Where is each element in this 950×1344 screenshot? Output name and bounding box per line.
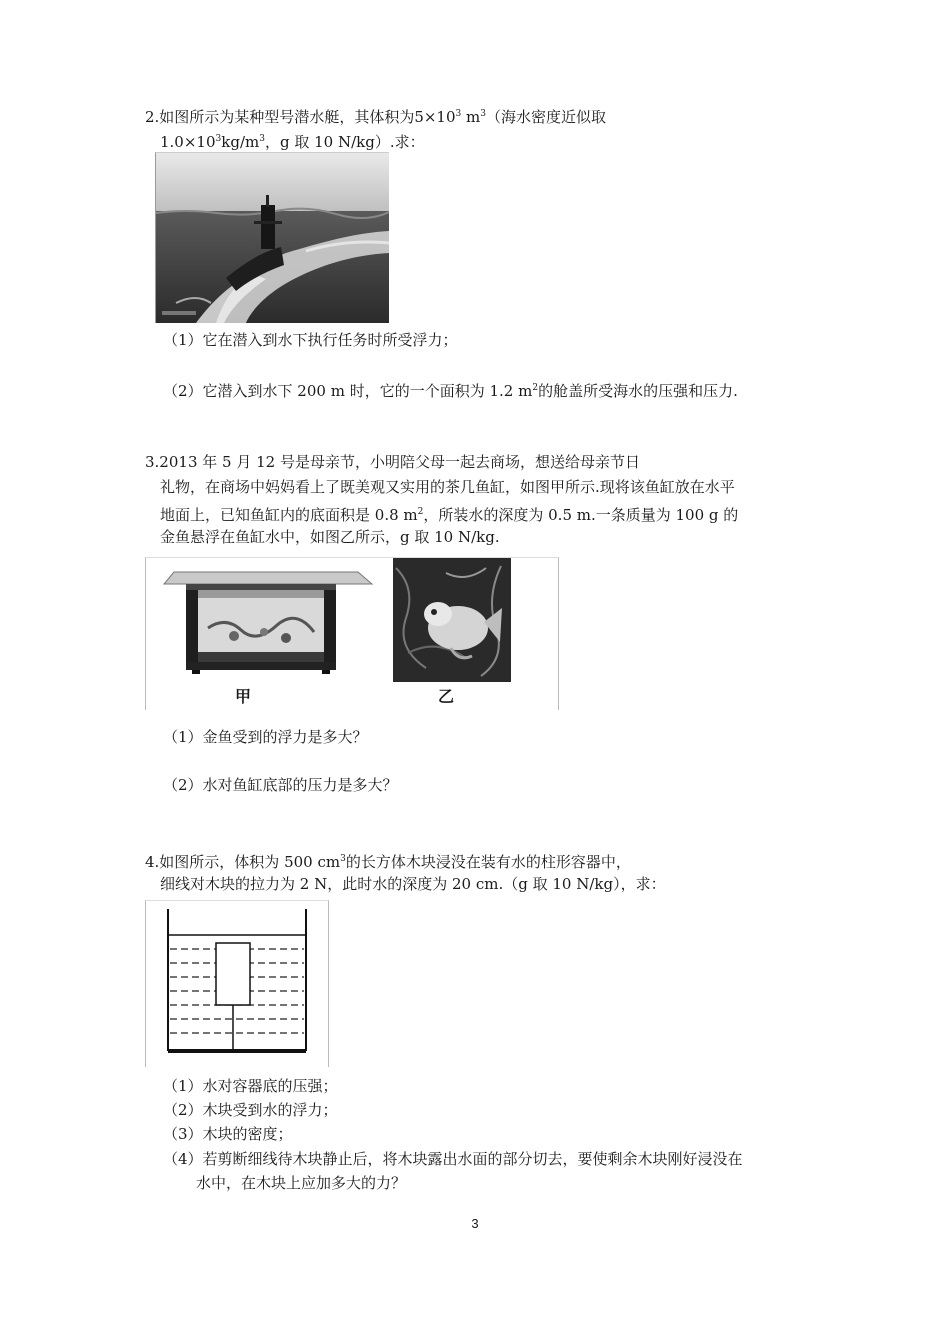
q2-text: 1.0×10 [160, 133, 216, 151]
q2-unit: kg/m [221, 133, 260, 151]
q2-line-2 [160, 129, 425, 152]
figure-label-jia: 甲 [235, 687, 252, 706]
figure-label-yi: 乙 [438, 687, 455, 706]
submarine-photo [155, 152, 389, 323]
container-diagram [145, 900, 329, 1067]
q3-line-3 [160, 502, 738, 525]
q2-text: ，g 取 10 N/kg）.求： [264, 133, 425, 151]
q4-text: 4.如图所示，体积为 500 cm [145, 853, 341, 871]
wood-block-in-container-diagram [146, 901, 328, 1067]
fish-tank-illustration [146, 558, 558, 710]
q4-subquestion-1: （1）水对容器底的压强； [163, 1077, 338, 1095]
q3-text: ，所装水的深度为 0.5 m.一条质量为 100 g 的 [423, 506, 739, 524]
fish-tank-figure [145, 557, 559, 710]
q4-text: 的长方体木块浸没在装有水的柱形容器中， [345, 853, 631, 871]
q3-text: 地面上，已知鱼缸内的底面积是 0.8 m [160, 506, 418, 524]
page-number: 3 [471, 1216, 479, 1231]
q4-subquestion-2: （2）木块受到水的浮力； [163, 1101, 338, 1119]
q3-exponent: 2 [417, 507, 424, 517]
q2-text: 2.如图所示为某种型号潜水艇，其体积为5×10 [145, 108, 456, 126]
q2-text: （海水密度近似取 [485, 108, 606, 126]
q2-exponent: 3 [480, 109, 486, 119]
q2-exponent: 3 [259, 134, 265, 144]
q2-subquestion-1: （1）它在潜入到水下执行任务时所受浮力； [163, 331, 458, 349]
q2-exponent: 2 [532, 383, 539, 393]
q2-exponent: 3 [215, 134, 222, 144]
submarine-illustration [156, 153, 389, 323]
q2-unit: m [461, 108, 481, 126]
q4-subquestion-4-cont: 水中，在木块上应加多大的力？ [196, 1174, 407, 1192]
q4-line-2: 细线对木块的拉力为 2 N，此时水的深度为 20 cm.（g 取 10 N/kg），求： [160, 875, 666, 893]
q4-exponent: 3 [340, 854, 346, 864]
q4-subquestion-3: （3）木块的密度； [163, 1125, 293, 1143]
q4-subquestion-4: （4）若剪断细线待木块静止后，将木块露出水面的部分切去，要使剩余木块刚好浸没在 [163, 1150, 743, 1168]
q2-text: （2）它潜入到水下 200 m 时，它的一个面积为 1.2 m [163, 382, 533, 400]
q3-line-4: 金鱼悬浮在鱼缸水中，如图乙所示，g 取 10 N/kg. [160, 528, 500, 546]
q2-line-1 [145, 104, 606, 127]
q4-line-1 [145, 849, 631, 872]
q3-line-1: 3.2013 年 5 月 12 号是母亲节，小明陪父母一起去商场，想送给母亲节日 [145, 453, 640, 471]
q2-subquestion-2 [163, 378, 738, 401]
q2-text: 的舱盖所受海水的压强和压力. [538, 382, 738, 400]
q3-subquestion-2: （2）水对鱼缸底部的压力是多大？ [163, 776, 398, 794]
q3-subquestion-1: （1）金鱼受到的浮力是多大？ [163, 728, 368, 746]
q2-exponent: 3 [455, 109, 462, 119]
q3-line-2: 礼物，在商场中妈妈看上了既美观又实用的茶几鱼缸，如图甲所示.现将该鱼缸放在水平 [160, 478, 735, 496]
